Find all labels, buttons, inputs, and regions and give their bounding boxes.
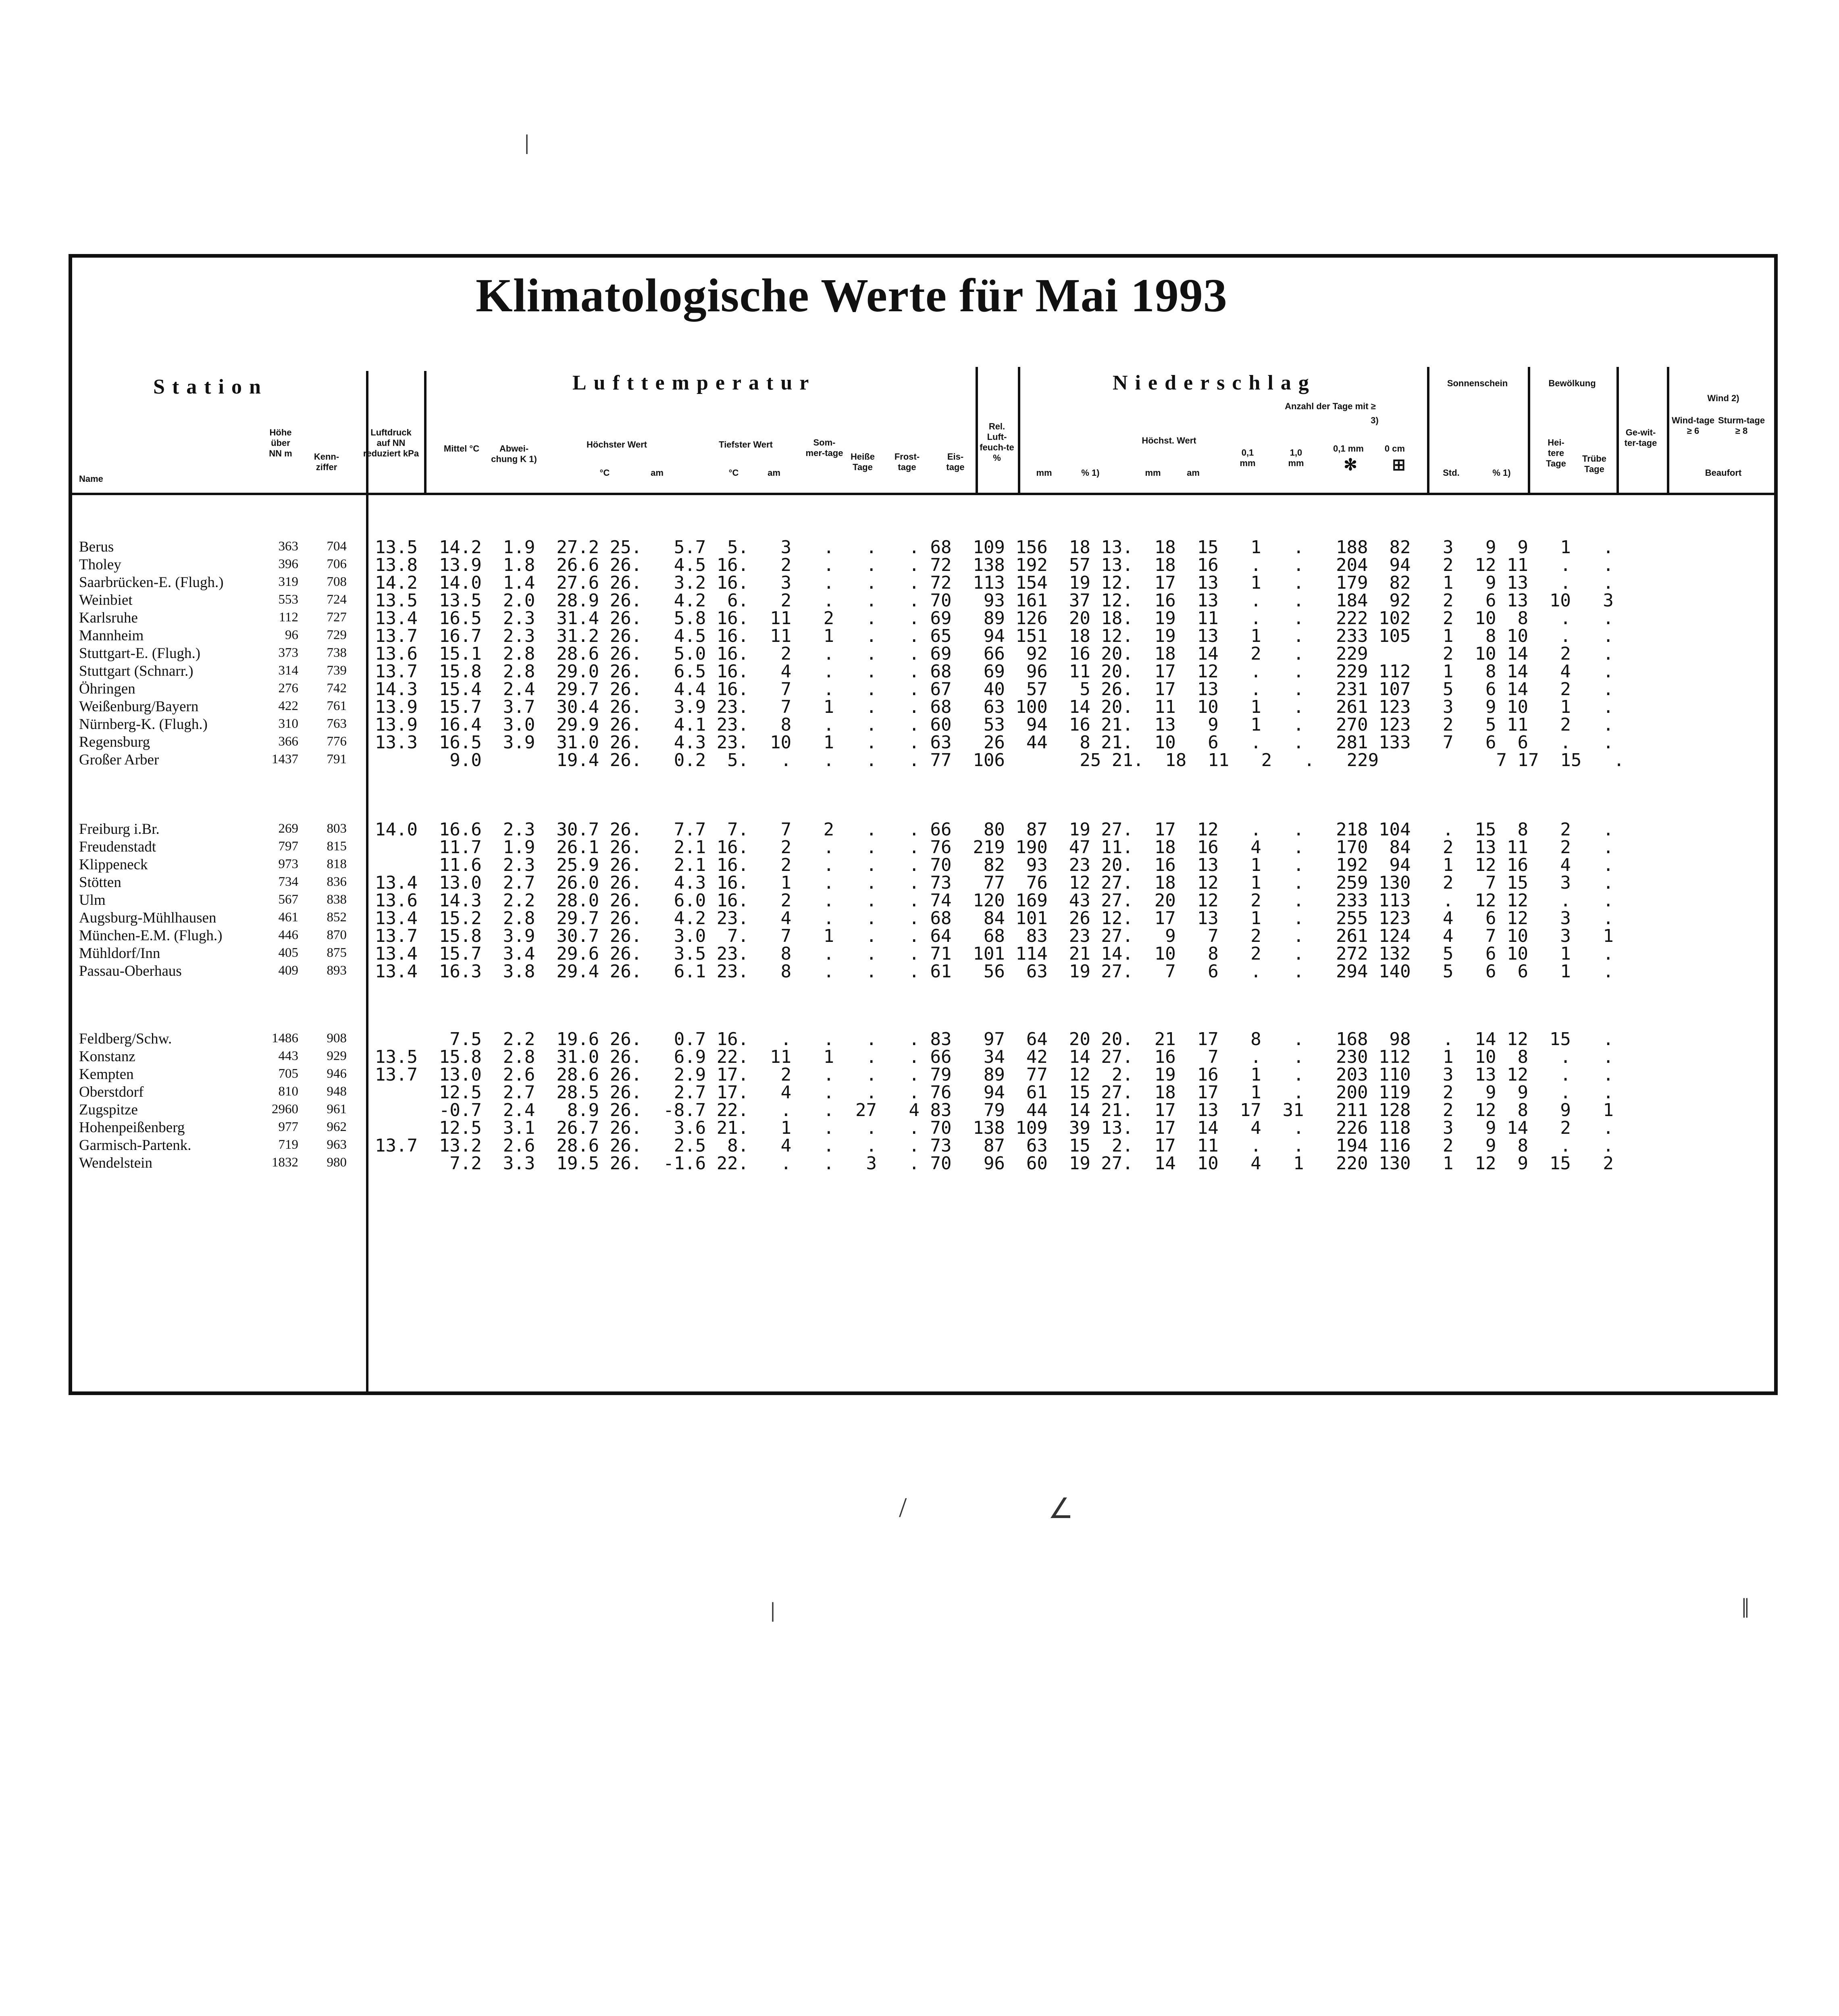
station-height: 1486 — [272, 1031, 298, 1045]
station-kennziffer: 724 — [327, 592, 347, 607]
header-gewittertage: Ge-wit-ter-tage — [1624, 427, 1657, 448]
station-height: 319 — [278, 575, 298, 589]
station-name: Stuttgart (Schnarr.) — [79, 663, 193, 679]
header-tage-01mm: 0,1 mm — [1240, 448, 1256, 468]
scan-mark-top: ǀ — [524, 129, 530, 160]
station-name: München-E.M. (Flugh.) — [79, 927, 223, 944]
scan-mark-mid-2: ∠ — [1048, 1493, 1073, 1524]
station-data-row: 13.7 13.0 2.6 28.6 26. 2.9 17. 2 . . . 79 89 77 12 2. 19 16 1 . 203 110 3 13 12 . . — [375, 1064, 1614, 1085]
header-tiefster: Tiefster Wert — [719, 439, 773, 450]
station-height: 405 — [278, 946, 298, 960]
station-height: 446 — [278, 928, 298, 942]
scan-mark-right: ǁ — [1741, 1593, 1750, 1624]
header-tiefster-am: am — [768, 468, 780, 478]
station-height: 366 — [278, 734, 298, 749]
station-name: Stuttgart-E. (Flugh.) — [79, 645, 201, 662]
header-mm: mm — [1036, 468, 1052, 478]
station-height: 314 — [278, 663, 298, 678]
header-name: Name — [79, 474, 103, 484]
station-data-row: 11.7 1.9 26.1 26. 2.1 16. 2 . . . 76 219 190 47 11. 18 16 4 . 170 84 2 13 11 2 . — [375, 837, 1614, 858]
page-title: Klimatologische Werte für Mai 1993 — [476, 269, 1227, 322]
station-height: 269 — [278, 821, 298, 836]
header-bottom-rule — [71, 493, 1776, 495]
header-eistage: Eis-tage — [946, 452, 965, 472]
station-kennziffer: 729 — [327, 628, 347, 642]
station-name: Hohenpeißenberg — [79, 1119, 185, 1136]
station-kennziffer: 742 — [327, 681, 347, 696]
station-data-row: 11.6 2.3 25.9 26. 2.1 16. 2 . . . 70 82 93 23 20. 16 13 1 . 192 94 1 12 16 4 . — [375, 855, 1614, 875]
station-height: 977 — [278, 1120, 298, 1134]
station-height: 810 — [278, 1084, 298, 1099]
station-kennziffer: 761 — [327, 699, 347, 713]
header-hoechst-am: am — [1187, 468, 1200, 478]
station-height: 443 — [278, 1049, 298, 1063]
header-mittel: Mittel °C — [443, 444, 480, 454]
bewoelkung-right-rule — [1616, 367, 1619, 494]
station-data-row: 7.5 2.2 19.6 26. 0.7 16. . . . . 83 97 64 20 20. 21 17 8 . 168 98 . 14 12 15 . — [375, 1029, 1614, 1050]
station-name: Weißenburg/Bayern — [79, 698, 199, 715]
station-height: 96 — [285, 628, 298, 642]
header-tiefster-c: °C — [728, 468, 739, 478]
station-data-row: 13.3 16.5 3.9 31.0 26. 4.3 23. 10 1 . . 63 26 44 8 21. 10 6 . . 281 133 7 6 6 . . — [375, 732, 1614, 753]
station-height: 973 — [278, 857, 298, 871]
station-data-row: 7.2 3.3 19.5 26. -1.6 22. . . 3 . 70 96 60 19 27. 14 10 4 1 220 130 1 12 9 15 2 — [375, 1153, 1614, 1174]
station-kennziffer: 763 — [327, 716, 347, 731]
header-frosttage: Frost-tage — [894, 452, 920, 472]
name-column-rule — [366, 371, 368, 1395]
station-kennziffer: 961 — [327, 1102, 347, 1116]
header-hoechster: Höchster Wert — [587, 439, 647, 450]
header-tage-10mm: 1,0 mm — [1288, 448, 1304, 468]
station-name: Augsburg-Mühlhausen — [79, 910, 216, 926]
station-data-row: 12.5 2.7 28.5 26. 2.7 17. 4 . . . 76 94 61 15 27. 18 17 1 . 200 119 2 9 9 . . — [375, 1082, 1614, 1103]
station-name: Mannheim — [79, 627, 144, 644]
station-kennziffer: 836 — [327, 875, 347, 889]
station-height: 553 — [278, 592, 298, 607]
station-kennziffer: 739 — [327, 663, 347, 678]
station-name: Feldberg/Schw. — [79, 1031, 172, 1047]
station-height: 705 — [278, 1066, 298, 1081]
station-name: Mühldorf/Inn — [79, 945, 160, 962]
header-prozent: % 1) — [1081, 468, 1100, 478]
station-height: 409 — [278, 963, 298, 978]
station-height: 373 — [278, 646, 298, 660]
header-windtage: Wind-tage ≥ 6 — [1671, 415, 1715, 436]
station-name: Saarbrücken-E. (Flugh.) — [79, 574, 224, 591]
station-data-row: 13.5 15.8 2.8 31.0 26. 6.9 22. 11 1 . . 66 34 42 14 27. 16 7 . . 230 112 1 10 8 . . — [375, 1047, 1614, 1067]
station-data-row: 12.5 3.1 26.7 26. 3.6 21. 1 . . . 70 138 109 39 13. 17 14 4 . 226 118 3 9 14 2 . — [375, 1118, 1614, 1138]
header-truebe-tage: Trübe Tage — [1582, 454, 1606, 474]
station-kennziffer: 708 — [327, 575, 347, 589]
station-name: Karlsruhe — [79, 610, 138, 626]
header-sommertage: Som-mer-tage — [805, 437, 843, 458]
station-kennziffer: 962 — [327, 1120, 347, 1134]
station-data-row: 14.2 14.0 1.4 27.6 26. 3.2 16. 3 . . . 72 113 154 19 12. 17 13 1 . 179 82 1 9 13 . . — [375, 573, 1614, 593]
station-kennziffer: 704 — [327, 539, 347, 554]
group-station: Station — [153, 375, 268, 398]
station-data-row: 14.0 16.6 2.3 30.7 26. 7.7 7. 7 2 . . 66 80 87 19 27. 17 12 . . 218 104 . 15 8 2 . — [375, 819, 1614, 840]
station-name: Klippeneck — [79, 856, 148, 873]
station-height: 1437 — [272, 752, 298, 766]
station-height: 112 — [279, 610, 298, 625]
station-height: 422 — [278, 699, 298, 713]
station-kennziffer: 791 — [327, 752, 347, 766]
station-kennziffer: 727 — [327, 610, 347, 625]
station-height: 797 — [278, 839, 298, 854]
anzahl-tage-note: 3) — [1371, 415, 1379, 425]
station-kennziffer: 980 — [327, 1155, 347, 1170]
station-data-row: 13.9 15.7 3.7 30.4 26. 3.9 23. 7 1 . . 68 63 100 14 20. 11 10 1 . 261 123 3 9 10 1 . — [375, 697, 1614, 717]
station-data-row: 9.0 19.4 26. 0.2 5. . . . . 77 106 25 21. 18 11 2 . 229 7 17 15 . — [375, 750, 1625, 771]
station-height: 1832 — [272, 1155, 298, 1170]
station-name: Konstanz — [79, 1048, 135, 1065]
header-hoechster-c: °C — [599, 468, 610, 478]
station-name: Öhringen — [79, 681, 135, 697]
snowflake-icon: ✻ — [1344, 456, 1357, 474]
station-kennziffer: 946 — [327, 1066, 347, 1081]
header-abweichung: Abwei-chung K 1) — [491, 444, 537, 464]
station-kennziffer: 908 — [327, 1031, 347, 1045]
station-height: 461 — [278, 910, 298, 925]
snow-cover-icon: ⊞ — [1392, 456, 1406, 474]
station-name: Nürnberg-K. (Flugh.) — [79, 716, 208, 733]
station-data-row: 13.7 15.8 2.8 29.0 26. 6.5 16. 4 . . . 68 69 96 11 20. 17 12 . . 229 112 1 8 14 4 . — [375, 661, 1614, 682]
station-name: Garmisch-Partenk. — [79, 1137, 191, 1154]
group-lufttemperatur: Lufttemperatur — [572, 371, 816, 394]
header-hoechster-am: am — [651, 468, 664, 478]
station-height: 276 — [278, 681, 298, 696]
station-name: Ulm — [79, 892, 106, 908]
station-name: Stötten — [79, 874, 121, 891]
header-tage-0cm: 0 cm — [1384, 444, 1405, 454]
station-kennziffer: 852 — [327, 910, 347, 925]
station-kennziffer: 948 — [327, 1084, 347, 1099]
station-name: Berus — [79, 539, 114, 555]
station-kennziffer: 776 — [327, 734, 347, 749]
station-height: 396 — [278, 557, 298, 571]
station-data-row: 13.6 14.3 2.2 28.0 26. 6.0 16. 2 . . . 74 120 169 43 27. 20 12 2 . 233 113 . 12 12 . . — [375, 890, 1614, 911]
station-name: Wendelstein — [79, 1155, 152, 1171]
lufttemp-left-rule — [424, 371, 426, 494]
station-name: Kempten — [79, 1066, 134, 1083]
station-data-row: 13.7 15.8 3.9 30.7 26. 3.0 7. 7 1 . . 64 68 83 23 27. 9 7 2 . 261 124 4 7 10 3 1 — [375, 926, 1614, 946]
station-height: 2960 — [272, 1102, 298, 1116]
station-name: Großer Arber — [79, 752, 159, 768]
station-kennziffer: 838 — [327, 892, 347, 907]
station-kennziffer: 815 — [327, 839, 347, 854]
station-data-row: 14.3 15.4 2.4 29.7 26. 4.4 16. 7 . . . 67 40 57 5 26. 17 13 . . 231 107 5 6 14 2 . — [375, 679, 1614, 700]
station-data-row: 13.8 13.9 1.8 26.6 26. 4.5 16. 2 . . . 72 138 192 57 13. 18 16 . . 204 94 2 12 11 . . — [375, 555, 1614, 575]
station-data-row: 13.4 15.2 2.8 29.7 26. 4.2 23. 4 . . . 68 84 101 26 12. 17 13 1 . 255 123 4 6 12 3 . — [375, 908, 1614, 929]
station-name: Passau-Oberhaus — [79, 963, 182, 979]
header-sonnen-prozent: % 1) — [1492, 468, 1511, 478]
header-sturmtage: Sturm-tage ≥ 8 — [1718, 415, 1765, 436]
station-kennziffer: 893 — [327, 963, 347, 978]
group-wind: Wind 2) — [1707, 393, 1739, 403]
station-data-row: -0.7 2.4 8.9 26. -8.7 22. . . 27 4 83 79 44 14 21. 17 13 17 31 211 128 2 12 8 9 1 — [375, 1100, 1614, 1120]
station-data-row: 13.7 16.7 2.3 31.2 26. 4.5 16. 11 1 . . 65 94 151 18 12. 19 13 1 . 233 105 1 8 10 . . — [375, 626, 1614, 646]
header-hoechst-mm: mm — [1145, 468, 1161, 478]
anzahl-tage-label: Anzahl der Tage mit ≥ — [1285, 401, 1376, 411]
station-kennziffer: 963 — [327, 1137, 347, 1152]
station-data-row: 13.5 13.5 2.0 28.9 26. 4.2 6. 2 . . . 70 93 161 37 12. 16 13 . . 184 92 2 6 13 10 3 — [375, 590, 1614, 611]
header-heisse-tage: Heiße Tage — [851, 452, 875, 472]
station-height: 363 — [278, 539, 298, 554]
header-heitere-tage: Hei-tere Tage — [1546, 437, 1566, 469]
header-kennziffer: Kenn-ziffer — [314, 452, 339, 472]
lufttemp-right-rule — [976, 367, 978, 494]
station-name: Zugspitze — [79, 1102, 138, 1118]
station-name: Freudenstadt — [79, 839, 156, 855]
station-data-row: 13.9 16.4 3.0 29.9 26. 4.1 23. 8 . . . 60 53 94 16 21. 13 9 1 . 270 123 2 5 11 2 . — [375, 714, 1614, 735]
station-data-row: 13.7 13.2 2.6 28.6 26. 2.5 8. 4 . . . 73 87 63 15 2. 17 11 . . 194 116 2 9 8 . . — [375, 1135, 1614, 1156]
station-kennziffer: 706 — [327, 557, 347, 571]
station-name: Oberstdorf — [79, 1084, 144, 1100]
header-luftdruck: Luftdruck auf NN reduziert kPa — [363, 427, 419, 458]
station-data-row: 13.4 16.5 2.3 31.4 26. 5.8 16. 11 2 . . 69 89 126 20 18. 19 11 . . 222 102 2 10 8 . . — [375, 608, 1614, 629]
station-kennziffer: 875 — [327, 946, 347, 960]
station-name: Regensburg — [79, 734, 150, 750]
station-data-row: 13.4 15.7 3.4 29.6 26. 3.5 23. 8 . . . 71 101 114 21 14. 10 8 2 . 272 132 5 6 10 1 . — [375, 943, 1614, 964]
station-name: Weinbiet — [79, 592, 133, 608]
station-data-row: 13.4 13.0 2.7 26.0 26. 4.3 16. 1 . . . 73 77 76 12 27. 18 12 1 . 259 130 2 7 15 3 . — [375, 873, 1614, 893]
station-data-row: 13.5 14.2 1.9 27.2 25. 5.7 5. 3 . . . 68 109 156 18 13. 18 15 1 . 188 82 3 9 9 1 . — [375, 537, 1614, 558]
station-name: Freiburg i.Br. — [79, 821, 160, 837]
header-hoehe: Höhe über NN m — [269, 427, 292, 458]
station-kennziffer: 870 — [327, 928, 347, 942]
station-kennziffer: 818 — [327, 857, 347, 871]
station-name: Tholey — [79, 556, 121, 573]
group-niederschlag: Niederschlag — [1113, 371, 1316, 394]
station-height: 734 — [278, 875, 298, 889]
feuchte-right-rule — [1018, 367, 1020, 494]
station-height: 719 — [278, 1137, 298, 1152]
group-sonnenschein: Sonnenschein — [1447, 378, 1508, 388]
station-kennziffer: 803 — [327, 821, 347, 836]
scan-mark-mid-3: ǀ — [770, 1597, 776, 1628]
station-height: 310 — [278, 716, 298, 731]
scan-mark-mid-1: / — [899, 1492, 907, 1523]
station-kennziffer: 929 — [327, 1049, 347, 1063]
header-hoechst-wert: Höchst. Wert — [1142, 435, 1196, 446]
header-beaufort: Beaufort — [1705, 468, 1742, 478]
header-tage-01mm-b: 0,1 mm — [1333, 444, 1364, 454]
header-rel-feuchte: Rel. Luft-feuch-te % — [980, 421, 1014, 463]
station-kennziffer: 738 — [327, 646, 347, 660]
group-bewoelkung: Bewölkung — [1548, 378, 1596, 388]
station-data-row: 13.6 15.1 2.8 28.6 26. 5.0 16. 2 . . . 69 66 92 16 20. 18 14 2 . 229 2 10 14 2 . — [375, 644, 1614, 664]
station-height: 567 — [278, 892, 298, 907]
station-data-row: 13.4 16.3 3.8 29.4 26. 6.1 23. 8 . . . 61 56 63 19 27. 7 6 . . 294 140 5 6 6 1 . — [375, 961, 1614, 982]
header-std: Std. — [1443, 468, 1460, 478]
